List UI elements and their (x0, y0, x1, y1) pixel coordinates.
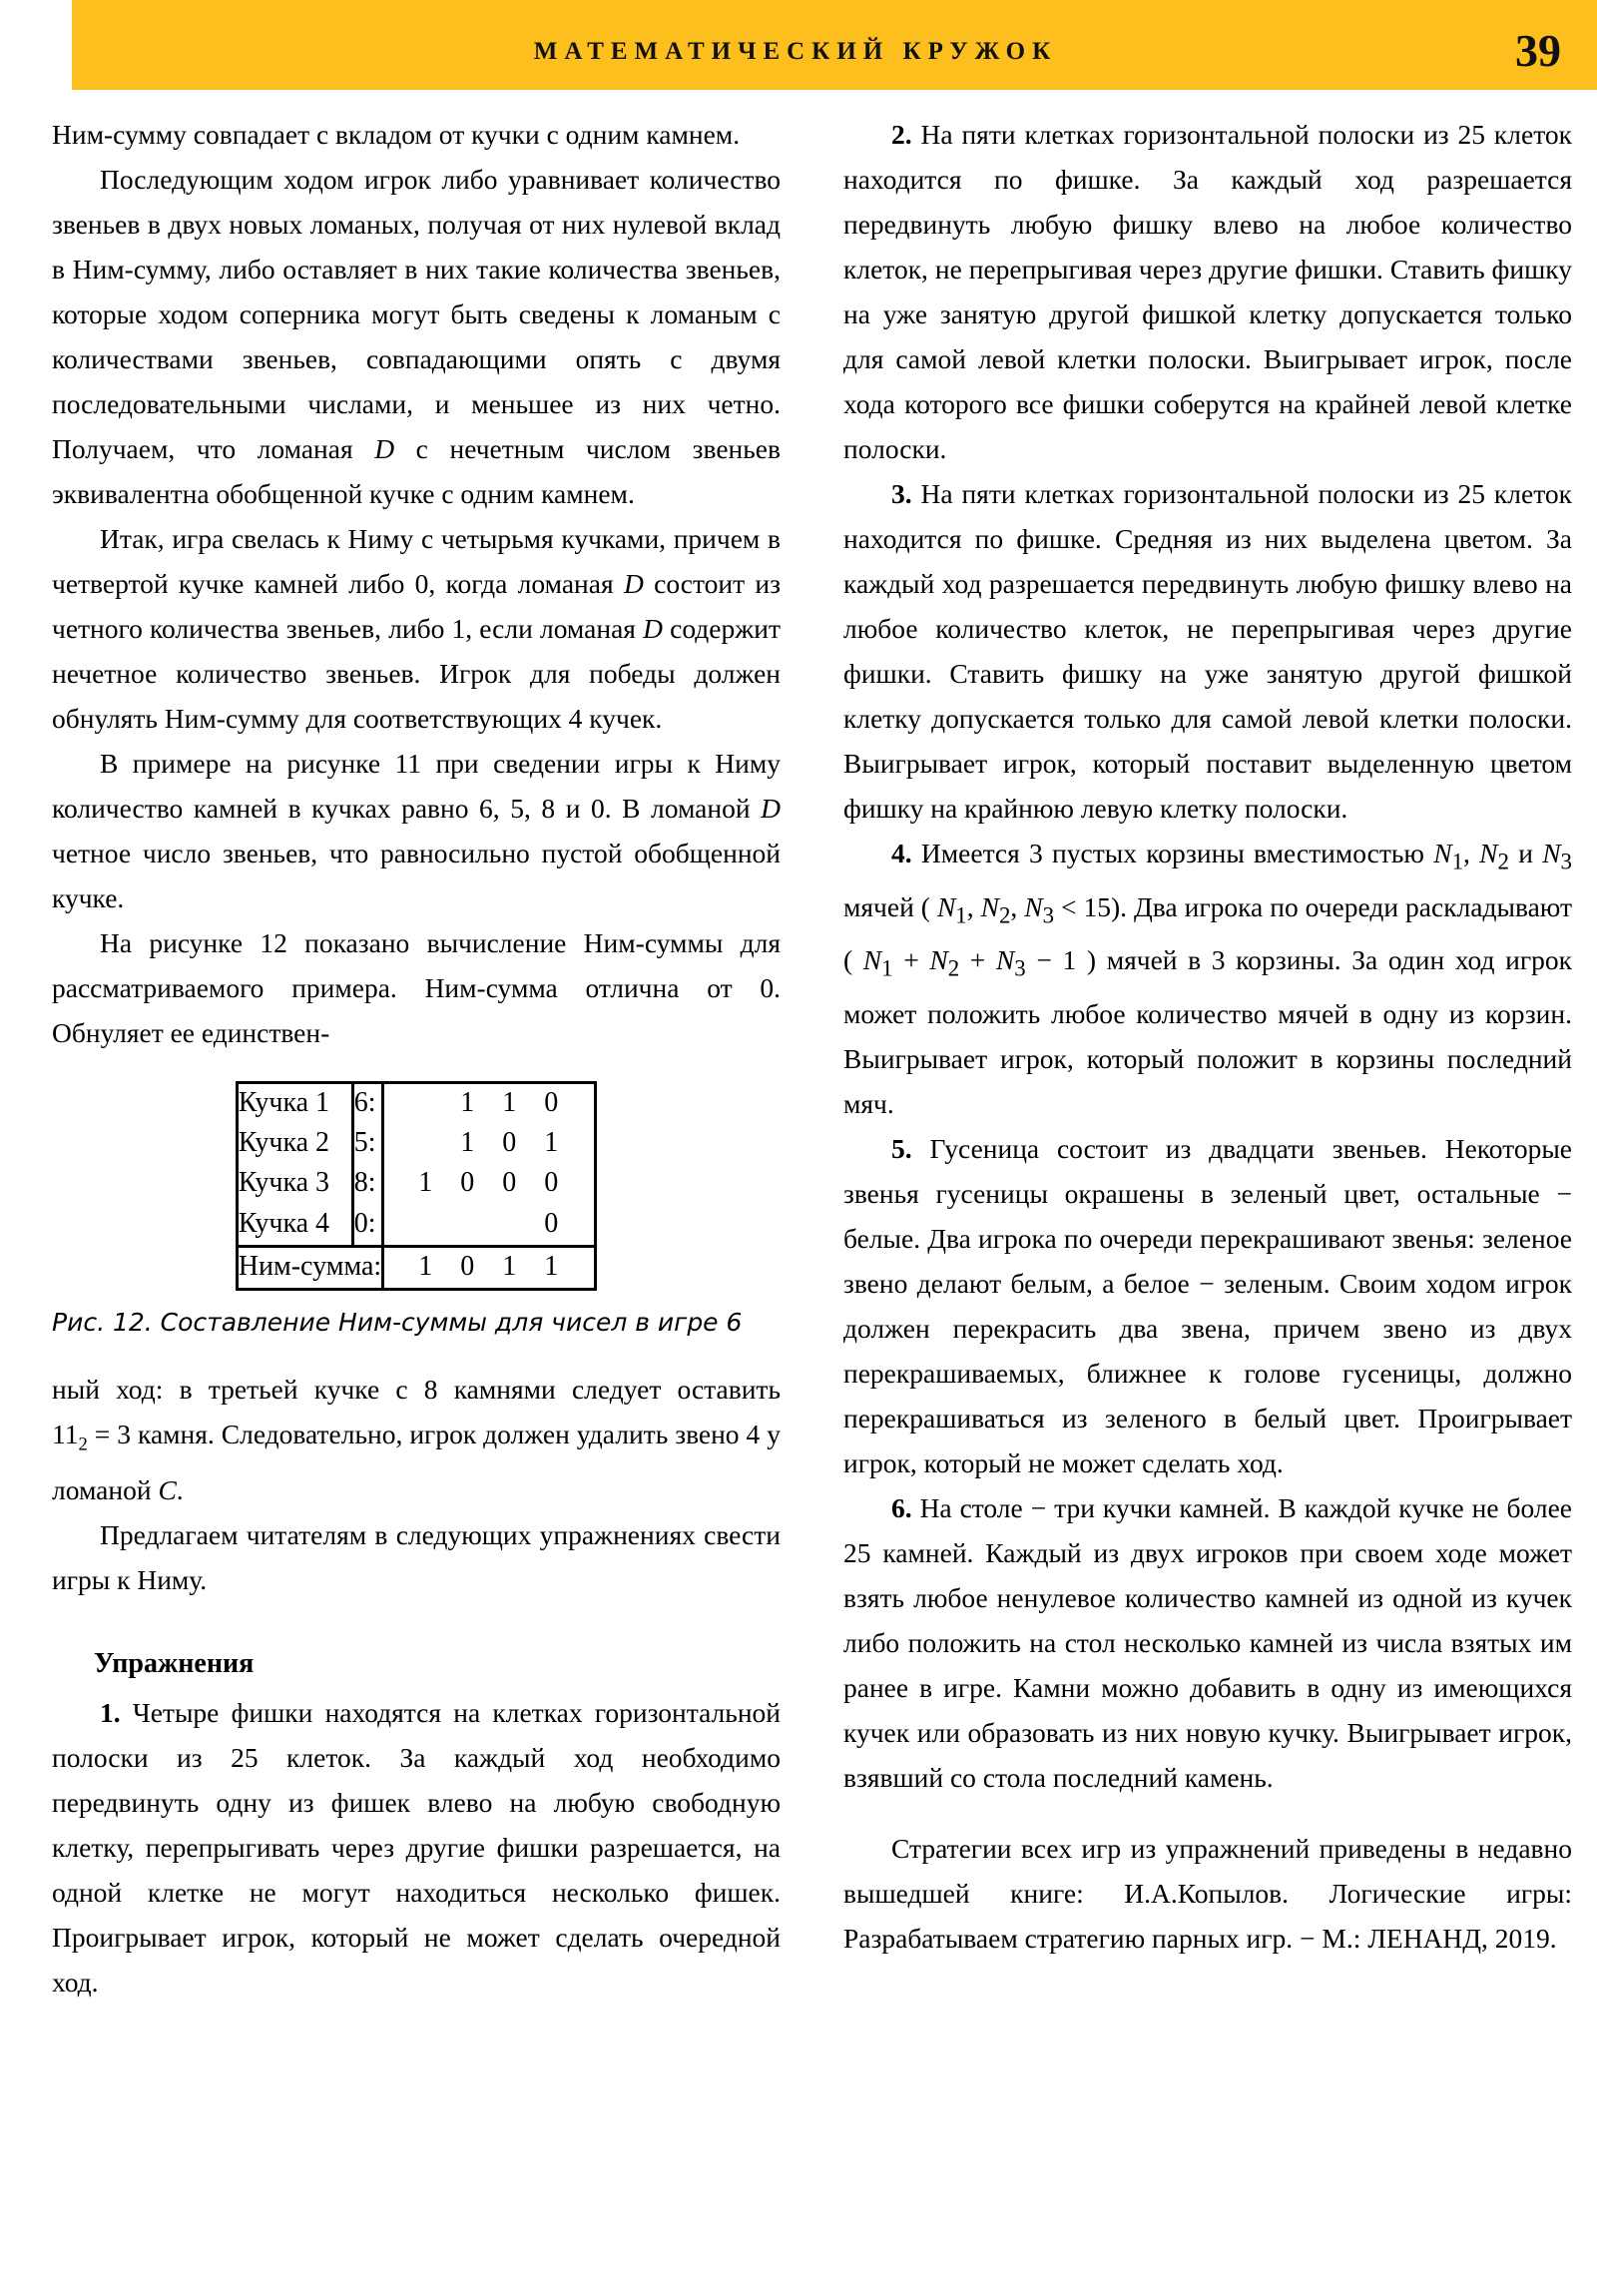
page-body (0, 112, 1597, 2296)
exercise-text: Имеется 3 пустых корзины вместимостью $N_1$, $N_2$ и $N_3$ мячей ( $N_1$, $N_2$, $N_3 < 15$). Два игрока по очереди раскладывают ( $N_1 + N_2 + N_3 - 1$ ) мячей в 3 корзины. За один ход игрок может положить любое количество мячей в одну из корзин. Выигрывает игрок, который положит в корзины последний мяч. (843, 838, 1572, 1119)
paragraph: Итак, игра свелась к Ниму с четырьмя кучками, причем в четвертой кучке камней либо 0, когда ломаная D состоит из четного количества звеньев, либо 1, если ломаная D содержит нечетное количество звеньев. Игрок для победы должен обнулять Ним-сумму для соответствующих 4 кучек. (52, 523, 781, 734)
paragraph (52, 1512, 781, 1602)
bit-cell (446, 1205, 488, 1247)
exercise-number: 3. (891, 478, 912, 509)
exercise-text: Четыре фишки находятся на клетках горизонтальной полоски из 25 клеток. За каждый ход необходимо передвинуть одну из фишек влево на любую свободную клетку, перепрыгивать через другие фишки разрешается, на одной клетке не могут находиться несколько фишек. Проигрывает игрок, который не может сделать очередной ход. (52, 1696, 782, 1998)
exercise-3 (843, 471, 1572, 831)
math-variable-D: D (623, 568, 644, 599)
closing-note-text: Стратегии всех игр из упражнений приведены в недавно вышедшей книге: И.А.Копылов. Логические игры: Разрабатываем стратегию парных игр. − М.: ЛЕНАНД, 2019. (843, 1832, 1572, 1954)
page-number: 39 (1515, 25, 1561, 76)
table-row-nim-sum (237, 1246, 595, 1289)
paragraph-text: Ним-сумму совпадает с вкладом от кучки с одним камнем. (52, 119, 741, 150)
paragraph-text: Предлагаем читателям в следующих упражнениях свести игры к Ниму. (52, 1518, 781, 1595)
pile-value: 6: (352, 1083, 382, 1125)
bit-cell: 0 (502, 1167, 517, 1199)
left-column (52, 112, 781, 2005)
bit-cell: 0 (502, 1127, 517, 1159)
math-variable-C: C (158, 1473, 177, 1505)
math-variable-D: D (374, 433, 395, 464)
exercise-number: 6. (891, 1491, 912, 1523)
bit-cell: 1 (460, 1127, 475, 1159)
exercise-number: 2. (891, 119, 912, 150)
exercise-number: 1. (100, 1696, 121, 1728)
nim-sum-bit: 0 (446, 1246, 488, 1289)
figure-caption: Рис. 12. Составление Ним-суммы для чисел в игре 6 (52, 1308, 743, 1338)
paragraph: Последующим ходом игрок либо уравнивает количество звеньев в двух новых ломаных, получая от них нулевой вклад в Ним-сумму, либо оставляет в них такие количества звеньев, которые ходом соперника могут быть сведены к ломаным с количествами звеньев, совпадающими опять с двумя последовательными числами, и меньшее из них четно. Получаем, что ломаная D с нечетным числом звеньев эквивалентна обобщенной кучке с одним камнем. (52, 164, 781, 509)
nim-sum-bit: 1 (383, 1246, 447, 1289)
bit-cell: 1 (418, 1167, 433, 1199)
table-row (237, 1164, 595, 1204)
exercise-text: На столе − три кучки камней. В каждой кучке не более 25 камней. Каждый из двух игроков при своем ходе может взять любое ненулевое количество камней из одной из кучек либо положить на стол несколько камней из числа взятых им ранее в игре. Камни можно добавить в одну из имеющихся кучек или образовать из них новую кучку. Выигрывает игрок, взявший со стола последний камень. (843, 1491, 1572, 1793)
exercise-6 (843, 1485, 1572, 1800)
page-title: МАТЕМАТИЧЕСКИЙ КРУЖОК (533, 38, 1058, 65)
nim-sum-bit: 1 (530, 1246, 596, 1289)
paragraph (52, 920, 781, 1055)
figure-12 (52, 1081, 781, 1341)
pile-value: 8: (352, 1164, 382, 1204)
bit-cell (383, 1124, 447, 1164)
exercises-heading: Упражнения (94, 1647, 255, 1679)
bit-cell: 1 (502, 1087, 517, 1118)
bit-cell: 1 (460, 1087, 475, 1118)
right-column (843, 112, 1572, 1961)
paragraph: В примере на рисунке 11 при сведении игры к Ниму количество камней в кучках равно 6, 5, 8 и 0. В ломаной D четное число звеньев, что равносильно пустой обобщенной кучке. (52, 748, 781, 913)
math-variable-D: D (761, 793, 781, 824)
math-expression: $11_2 = 3$ (52, 1419, 132, 1455)
pile-value: 5: (352, 1124, 382, 1164)
paragraph-text: На рисунке 12 показано вычисление Ним-суммы для рассматриваемого примера. Ним-сумма отлична от 0. Обнуляет ее единствен- (52, 927, 781, 1048)
exercise-number: 4. (891, 838, 912, 868)
exercise-4 (843, 831, 1572, 1126)
table-row (237, 1124, 595, 1164)
pile-label: Кучка 4 (237, 1205, 352, 1247)
exercise-text: На пяти клетках горизонтальной полоски из 25 клеток находится по фишке. Средняя из них выделена цветом. За каждый ход разрешается передвинуть любую фишку влево на любое количество клеток, не перепрыгивая через другие фишки. Ставить фишку на уже занятую другой фишкой клетку допускается только для самой левой клетки полоски. Выигрывает игрок, который поставит выделенную цветом фишку на крайнюю левую клетку полоски. (843, 478, 1572, 824)
bit-cell: 0 (544, 1167, 559, 1199)
page-header-band (72, 0, 1597, 90)
bit-cell (383, 1083, 447, 1125)
nim-sum-label: Ним-сумма: (237, 1246, 382, 1289)
pile-label: Кучка 3 (237, 1164, 352, 1204)
math-variable-D: D (643, 613, 663, 644)
pile-label: Кучка 1 (237, 1083, 352, 1125)
exercise-5 (843, 1126, 1572, 1485)
exercise-2 (843, 112, 1572, 471)
closing-note (843, 1826, 1572, 1961)
pile-value: 0: (352, 1205, 382, 1247)
pile-label: Кучка 2 (237, 1124, 352, 1164)
exercise-text: Гусеница состоит из двадцати звеньев. Некоторые звенья гусеницы окрашены в зеленый цвет, остальные − белые. Два игрока по очереди перекрашивают звенья: зеленое звено делают белым, а белое − зеленым. Своим ходом игрок должен перекрасить два звена, причем звено из двух перекрашиваемых, ближнее к голове гусеницы, должно перекрашиваться из зеленого в белый цвет. Проигрывает игрок, который не может сделать ход. (843, 1132, 1572, 1478)
nim-sum-table (236, 1081, 597, 1291)
bit-cell: 0 (460, 1167, 475, 1199)
table-row (237, 1205, 595, 1247)
bit-cell: 0 (544, 1207, 559, 1239)
table-row (237, 1083, 595, 1125)
exercise-number: 5. (891, 1132, 912, 1164)
paragraph (52, 112, 781, 157)
bit-cell: 0 (544, 1087, 559, 1118)
exercise-1 (52, 1690, 781, 2005)
bit-cell (488, 1205, 530, 1247)
paragraph: ный ход: в третьей кучке с 8 камнями следует оставить $11_2 = 3$ камня. Следовательно, игрок должен удалить звено 4 у ломаной C. (52, 1374, 781, 1505)
nim-sum-bit: 1 (488, 1246, 530, 1289)
exercise-text: На пяти клетках горизонтальной полоски из 25 клеток находится по фишке. За каждый ход разрешается передвинуть любую фишку влево на любое количество клеток, не перепрыгивая через другие фишки. Ставить фишку на уже занятую другой фишкой клетку допускается только для самой левой клетки полоски. Выигрывает игрок, после хода которого все фишки соберутся на крайней левой клетке полоски. (843, 119, 1572, 464)
bit-cell (383, 1205, 447, 1247)
bit-cell: 1 (544, 1127, 559, 1159)
